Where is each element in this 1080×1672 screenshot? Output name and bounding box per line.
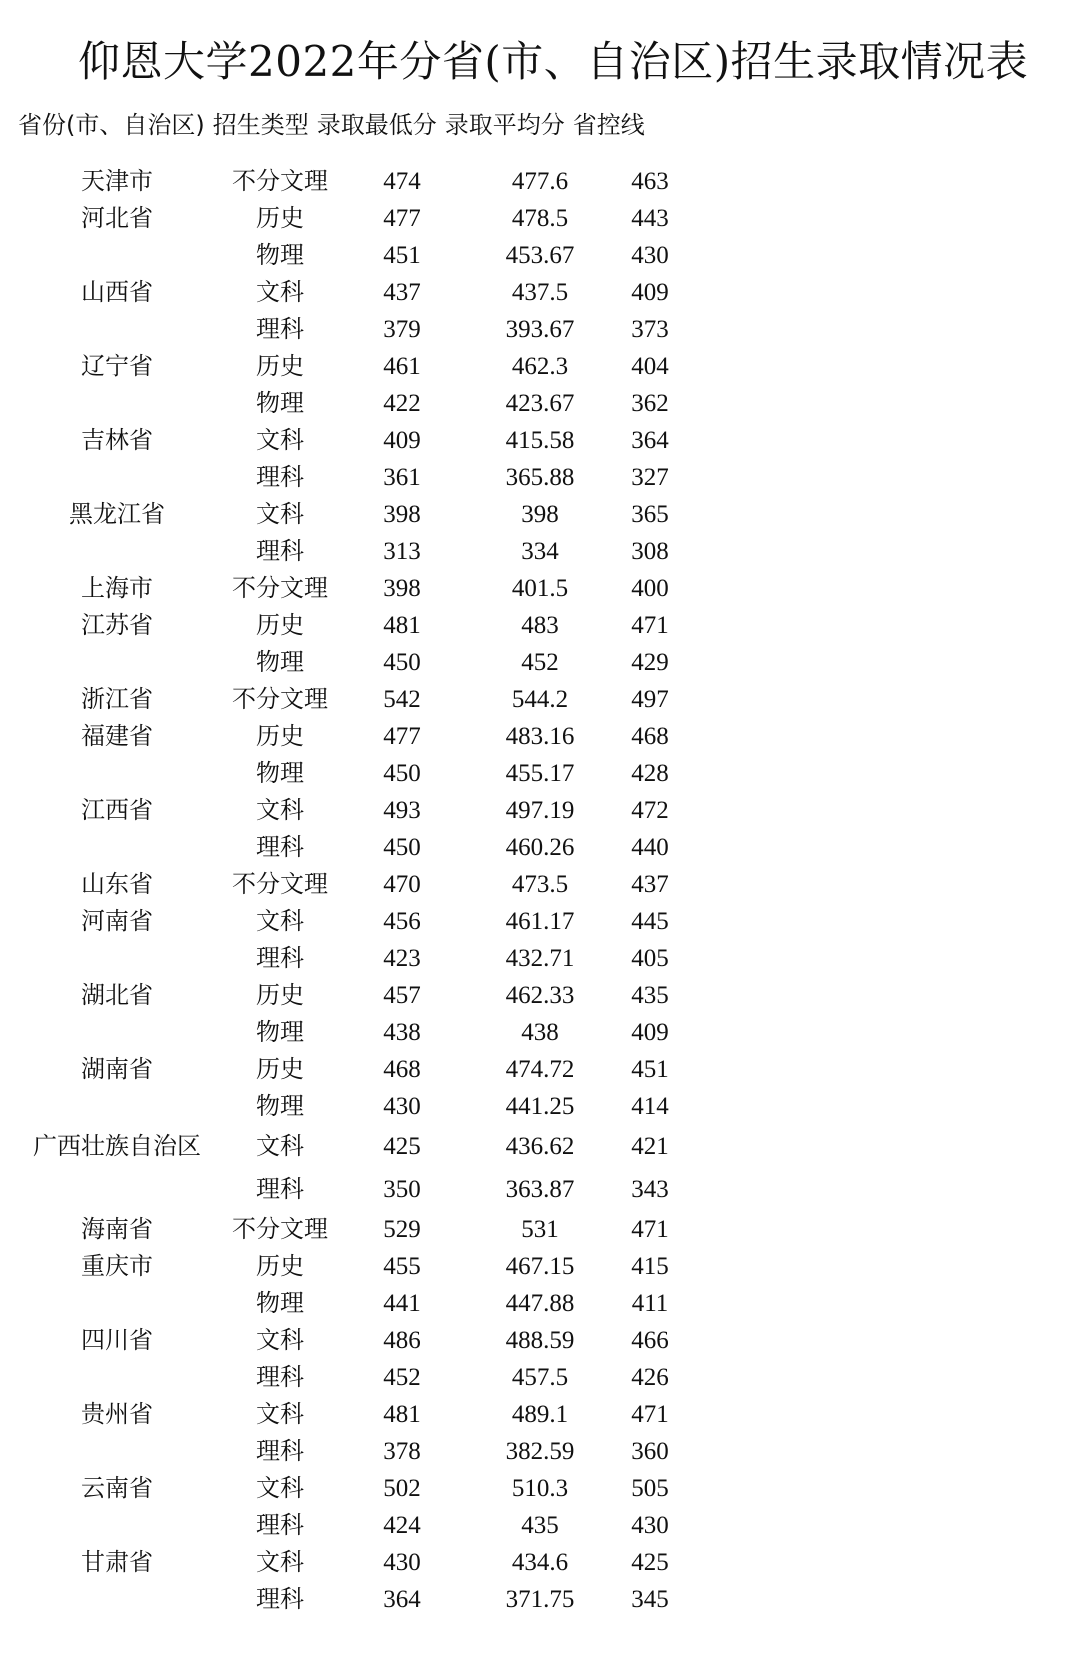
avg-score-cell: 462.3 bbox=[511, 353, 569, 380]
min-score-cell: 450 bbox=[383, 834, 421, 861]
table-row bbox=[0, 755, 1080, 792]
type-cell: 物理 bbox=[256, 389, 304, 417]
min-score-cell: 502 bbox=[383, 1475, 421, 1502]
control-line-cell: 468 bbox=[631, 723, 669, 750]
min-score-cell: 422 bbox=[383, 390, 421, 417]
type-cell: 历史 bbox=[256, 1252, 304, 1280]
control-line-cell: 327 bbox=[631, 464, 669, 491]
control-line-cell: 421 bbox=[631, 1133, 669, 1160]
province-cell: 吉林省 bbox=[81, 426, 153, 454]
control-line-cell: 435 bbox=[631, 982, 669, 1009]
table-row bbox=[0, 1433, 1080, 1470]
type-cell: 理科 bbox=[256, 1511, 304, 1539]
avg-score-cell: 477.6 bbox=[511, 168, 569, 195]
header-type: 招生类型 bbox=[212, 111, 309, 139]
table-row bbox=[0, 311, 1080, 348]
min-score-cell: 456 bbox=[383, 908, 421, 935]
province-cell: 山西省 bbox=[81, 278, 153, 306]
control-line-cell: 445 bbox=[631, 908, 669, 935]
avg-score-cell: 483 bbox=[521, 612, 559, 639]
type-cell: 不分文理 bbox=[232, 685, 328, 713]
min-score-cell: 424 bbox=[383, 1512, 421, 1539]
province-cell: 贵州省 bbox=[81, 1400, 153, 1428]
avg-score-cell: 483.16 bbox=[505, 723, 575, 750]
province-cell: 重庆市 bbox=[81, 1252, 153, 1280]
table-row bbox=[0, 681, 1080, 718]
avg-score-cell: 437.5 bbox=[511, 279, 569, 306]
table-row bbox=[0, 459, 1080, 496]
avg-score-cell: 478.5 bbox=[511, 205, 569, 232]
min-score-cell: 438 bbox=[383, 1019, 421, 1046]
min-score-cell: 474 bbox=[383, 168, 421, 195]
control-line-cell: 345 bbox=[631, 1586, 669, 1613]
min-score-cell: 461 bbox=[383, 353, 421, 380]
control-line-cell: 430 bbox=[631, 242, 669, 269]
table-row bbox=[0, 1507, 1080, 1544]
avg-score-cell: 460.26 bbox=[505, 834, 575, 861]
min-score-cell: 455 bbox=[383, 1253, 421, 1280]
table-row bbox=[0, 496, 1080, 533]
province-cell: 辽宁省 bbox=[81, 352, 153, 380]
control-line-cell: 409 bbox=[631, 279, 669, 306]
control-line-cell: 365 bbox=[631, 501, 669, 528]
min-score-cell: 430 bbox=[383, 1549, 421, 1576]
table-row bbox=[0, 1544, 1080, 1581]
type-cell: 理科 bbox=[256, 463, 304, 491]
table-row bbox=[0, 1168, 1080, 1211]
control-line-cell: 411 bbox=[631, 1290, 669, 1317]
control-line-cell: 362 bbox=[631, 390, 669, 417]
min-score-cell: 378 bbox=[383, 1438, 421, 1465]
control-line-cell: 497 bbox=[631, 686, 669, 713]
control-line-cell: 429 bbox=[631, 649, 669, 676]
avg-score-cell: 423.67 bbox=[505, 390, 575, 417]
min-score-cell: 452 bbox=[383, 1364, 421, 1391]
table-row bbox=[0, 1285, 1080, 1322]
control-line-cell: 440 bbox=[631, 834, 669, 861]
avg-score-cell: 457.5 bbox=[511, 1364, 569, 1391]
control-line-cell: 472 bbox=[631, 797, 669, 824]
header-control-line: 省控线 bbox=[572, 111, 645, 139]
control-line-cell: 409 bbox=[631, 1019, 669, 1046]
avg-score-cell: 382.59 bbox=[505, 1438, 575, 1465]
table-row bbox=[0, 1322, 1080, 1359]
table-row bbox=[0, 940, 1080, 977]
min-score-cell: 529 bbox=[383, 1216, 421, 1243]
type-cell: 历史 bbox=[256, 204, 304, 232]
control-line-cell: 364 bbox=[631, 427, 669, 454]
avg-score-cell: 462.33 bbox=[505, 982, 575, 1009]
type-cell: 物理 bbox=[256, 648, 304, 676]
control-line-cell: 443 bbox=[631, 205, 669, 232]
type-cell: 历史 bbox=[256, 981, 304, 1009]
type-cell: 物理 bbox=[256, 1289, 304, 1317]
table-row bbox=[0, 792, 1080, 829]
avg-score-cell: 467.15 bbox=[505, 1253, 575, 1280]
province-cell: 福建省 bbox=[81, 722, 153, 750]
table-row bbox=[0, 1396, 1080, 1433]
control-line-cell: 425 bbox=[631, 1549, 669, 1576]
type-cell: 物理 bbox=[256, 241, 304, 269]
table-row bbox=[0, 1470, 1080, 1507]
min-score-cell: 477 bbox=[383, 723, 421, 750]
avg-score-cell: 453.67 bbox=[505, 242, 575, 269]
min-score-cell: 379 bbox=[383, 316, 421, 343]
avg-score-cell: 441.25 bbox=[505, 1093, 575, 1120]
min-score-cell: 493 bbox=[383, 797, 421, 824]
min-score-cell: 468 bbox=[383, 1056, 421, 1083]
min-score-cell: 398 bbox=[383, 501, 421, 528]
table-row bbox=[0, 533, 1080, 570]
min-score-cell: 423 bbox=[383, 945, 421, 972]
avg-score-cell: 473.5 bbox=[511, 871, 569, 898]
admission-table-body bbox=[0, 163, 1080, 1618]
control-line-cell: 471 bbox=[631, 1216, 669, 1243]
avg-score-cell: 489.1 bbox=[511, 1401, 569, 1428]
type-cell: 理科 bbox=[256, 537, 304, 565]
type-cell: 物理 bbox=[256, 1092, 304, 1120]
type-cell: 历史 bbox=[256, 611, 304, 639]
province-cell: 海南省 bbox=[81, 1215, 153, 1243]
min-score-cell: 542 bbox=[383, 686, 421, 713]
avg-score-cell: 334 bbox=[521, 538, 559, 565]
control-line-cell: 404 bbox=[631, 353, 669, 380]
type-cell: 文科 bbox=[256, 1548, 304, 1576]
avg-score-cell: 488.59 bbox=[505, 1327, 575, 1354]
control-line-cell: 437 bbox=[631, 871, 669, 898]
header-province: 省份(市、自治区) bbox=[18, 111, 205, 139]
header-avg-score: 录取平均分 bbox=[444, 111, 565, 139]
page-title: 仰恩大学2022年分省(市、自治区)招生录取情况表 bbox=[78, 37, 1029, 86]
min-score-cell: 450 bbox=[383, 760, 421, 787]
type-cell: 文科 bbox=[256, 907, 304, 935]
min-score-cell: 451 bbox=[383, 242, 421, 269]
table-row bbox=[0, 1211, 1080, 1248]
type-cell: 文科 bbox=[256, 796, 304, 824]
type-cell: 理科 bbox=[256, 833, 304, 861]
min-score-cell: 481 bbox=[383, 612, 421, 639]
avg-score-cell: 398 bbox=[521, 501, 559, 528]
control-line-cell: 505 bbox=[631, 1475, 669, 1502]
table-row bbox=[0, 644, 1080, 681]
min-score-cell: 430 bbox=[383, 1093, 421, 1120]
header-min-score: 录取最低分 bbox=[316, 111, 437, 139]
control-line-cell: 308 bbox=[631, 538, 669, 565]
avg-score-cell: 497.19 bbox=[505, 797, 575, 824]
province-cell: 湖北省 bbox=[81, 981, 153, 1009]
min-score-cell: 409 bbox=[383, 427, 421, 454]
control-line-cell: 463 bbox=[631, 168, 669, 195]
avg-score-cell: 393.67 bbox=[505, 316, 575, 343]
avg-score-cell: 461.17 bbox=[505, 908, 575, 935]
table-row bbox=[0, 607, 1080, 644]
table-row bbox=[0, 237, 1080, 274]
min-score-cell: 481 bbox=[383, 1401, 421, 1428]
province-cell: 河北省 bbox=[81, 204, 153, 232]
province-cell: 河南省 bbox=[81, 907, 153, 935]
type-cell: 理科 bbox=[256, 315, 304, 343]
table-row bbox=[0, 422, 1080, 459]
type-cell: 文科 bbox=[256, 1400, 304, 1428]
table-row bbox=[0, 866, 1080, 903]
avg-score-cell: 474.72 bbox=[505, 1056, 575, 1083]
control-line-cell: 360 bbox=[631, 1438, 669, 1465]
type-cell: 不分文理 bbox=[232, 167, 328, 195]
type-cell: 历史 bbox=[256, 722, 304, 750]
province-cell: 黑龙江省 bbox=[69, 500, 165, 528]
avg-score-cell: 365.88 bbox=[505, 464, 575, 491]
min-score-cell: 477 bbox=[383, 205, 421, 232]
avg-score-cell: 432.71 bbox=[505, 945, 575, 972]
control-line-cell: 373 bbox=[631, 316, 669, 343]
min-score-cell: 313 bbox=[383, 538, 421, 565]
table-row bbox=[0, 829, 1080, 866]
type-cell: 物理 bbox=[256, 1018, 304, 1046]
province-cell: 江苏省 bbox=[81, 611, 153, 639]
table-row bbox=[0, 385, 1080, 422]
province-cell: 广西壮族自治区 bbox=[33, 1132, 201, 1160]
table-row bbox=[0, 977, 1080, 1014]
min-score-cell: 457 bbox=[383, 982, 421, 1009]
min-score-cell: 441 bbox=[383, 1290, 421, 1317]
province-cell: 甘肃省 bbox=[81, 1548, 153, 1576]
type-cell: 文科 bbox=[256, 1474, 304, 1502]
table-row bbox=[0, 903, 1080, 940]
table-row bbox=[0, 718, 1080, 755]
type-cell: 物理 bbox=[256, 759, 304, 787]
table-header bbox=[18, 108, 653, 142]
province-cell: 浙江省 bbox=[81, 685, 153, 713]
type-cell: 不分文理 bbox=[232, 1215, 328, 1243]
min-score-cell: 425 bbox=[383, 1133, 421, 1160]
table-row bbox=[0, 274, 1080, 311]
table-row bbox=[0, 1125, 1080, 1168]
min-score-cell: 350 bbox=[383, 1176, 421, 1203]
control-line-cell: 430 bbox=[631, 1512, 669, 1539]
type-cell: 不分文理 bbox=[232, 574, 328, 602]
avg-score-cell: 371.75 bbox=[505, 1586, 575, 1613]
type-cell: 文科 bbox=[256, 426, 304, 454]
province-cell: 江西省 bbox=[81, 796, 153, 824]
avg-score-cell: 415.58 bbox=[505, 427, 575, 454]
min-score-cell: 361 bbox=[383, 464, 421, 491]
control-line-cell: 414 bbox=[631, 1093, 669, 1120]
table-row bbox=[0, 1014, 1080, 1051]
table-row bbox=[0, 570, 1080, 607]
type-cell: 历史 bbox=[256, 352, 304, 380]
control-line-cell: 400 bbox=[631, 575, 669, 602]
min-score-cell: 437 bbox=[383, 279, 421, 306]
type-cell: 理科 bbox=[256, 1585, 304, 1613]
avg-score-cell: 436.62 bbox=[505, 1133, 575, 1160]
avg-score-cell: 510.3 bbox=[511, 1475, 569, 1502]
type-cell: 理科 bbox=[256, 944, 304, 972]
table-row bbox=[0, 348, 1080, 385]
type-cell: 文科 bbox=[256, 1326, 304, 1354]
type-cell: 理科 bbox=[256, 1363, 304, 1391]
type-cell: 不分文理 bbox=[232, 870, 328, 898]
type-cell: 文科 bbox=[256, 278, 304, 306]
min-score-cell: 486 bbox=[383, 1327, 421, 1354]
control-line-cell: 405 bbox=[631, 945, 669, 972]
avg-score-cell: 434.6 bbox=[511, 1549, 569, 1576]
min-score-cell: 398 bbox=[383, 575, 421, 602]
avg-score-cell: 363.87 bbox=[505, 1176, 575, 1203]
table-row bbox=[0, 200, 1080, 237]
province-cell: 天津市 bbox=[81, 167, 153, 195]
type-cell: 理科 bbox=[256, 1175, 304, 1203]
min-score-cell: 470 bbox=[383, 871, 421, 898]
control-line-cell: 415 bbox=[631, 1253, 669, 1280]
type-cell: 理科 bbox=[256, 1437, 304, 1465]
avg-score-cell: 544.2 bbox=[511, 686, 569, 713]
province-cell: 湖南省 bbox=[81, 1055, 153, 1083]
table-row bbox=[0, 1581, 1080, 1618]
avg-score-cell: 447.88 bbox=[505, 1290, 575, 1317]
control-line-cell: 343 bbox=[631, 1176, 669, 1203]
table-row bbox=[0, 1359, 1080, 1396]
table-row bbox=[0, 1051, 1080, 1088]
control-line-cell: 466 bbox=[631, 1327, 669, 1354]
type-cell: 历史 bbox=[256, 1055, 304, 1083]
type-cell: 文科 bbox=[256, 500, 304, 528]
table-row bbox=[0, 1088, 1080, 1125]
table-row bbox=[0, 163, 1080, 200]
control-line-cell: 471 bbox=[631, 1401, 669, 1428]
avg-score-cell: 455.17 bbox=[505, 760, 575, 787]
control-line-cell: 426 bbox=[631, 1364, 669, 1391]
avg-score-cell: 452 bbox=[521, 649, 559, 676]
avg-score-cell: 435 bbox=[521, 1512, 559, 1539]
type-cell: 文科 bbox=[256, 1132, 304, 1160]
avg-score-cell: 438 bbox=[521, 1019, 559, 1046]
control-line-cell: 428 bbox=[631, 760, 669, 787]
province-cell: 上海市 bbox=[81, 574, 153, 602]
min-score-cell: 450 bbox=[383, 649, 421, 676]
avg-score-cell: 401.5 bbox=[511, 575, 569, 602]
control-line-cell: 451 bbox=[631, 1056, 669, 1083]
control-line-cell: 471 bbox=[631, 612, 669, 639]
min-score-cell: 364 bbox=[383, 1586, 421, 1613]
province-cell: 四川省 bbox=[81, 1326, 153, 1354]
table-row bbox=[0, 1248, 1080, 1285]
avg-score-cell: 531 bbox=[521, 1216, 559, 1243]
province-cell: 山东省 bbox=[81, 870, 153, 898]
province-cell: 云南省 bbox=[81, 1474, 153, 1502]
